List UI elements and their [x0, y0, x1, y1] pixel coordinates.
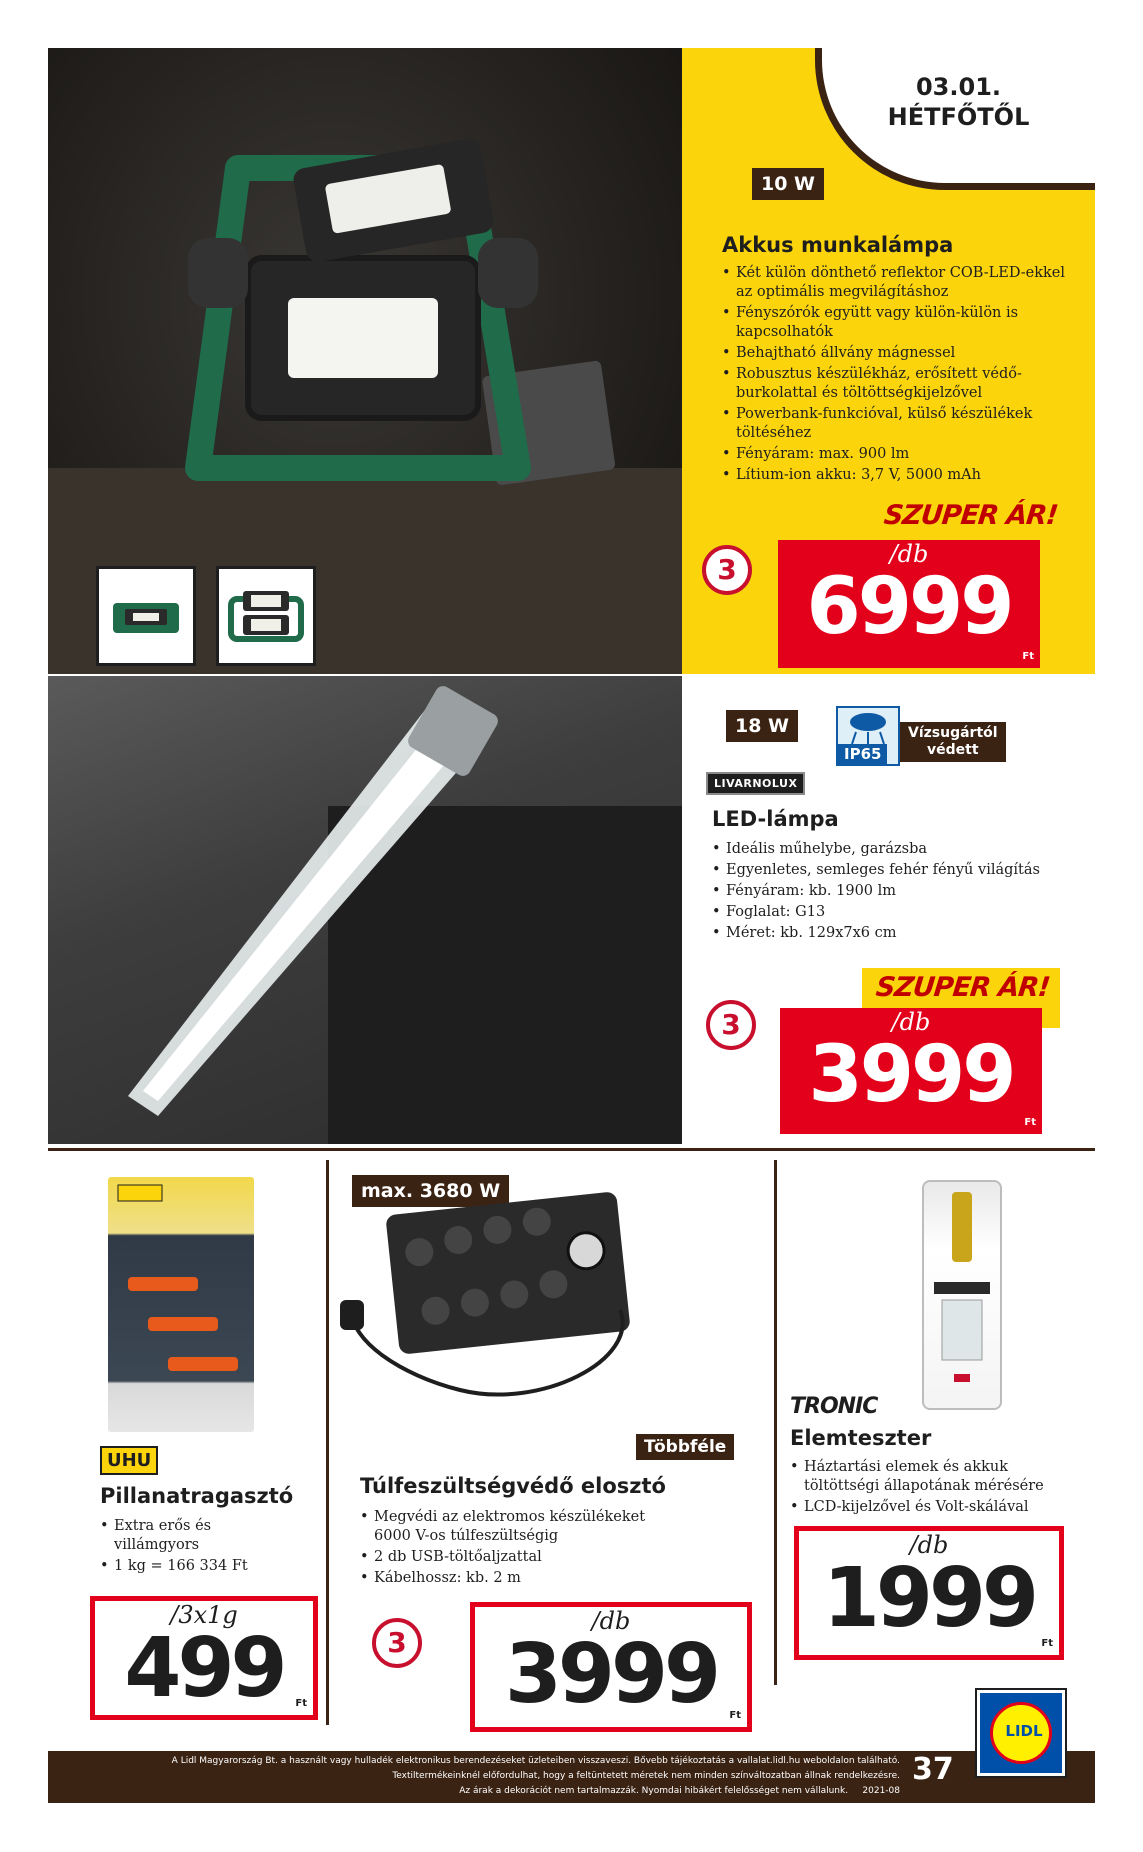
spray-tag-line-2: védett [927, 742, 979, 758]
lidl-logo-text: LIDL [1005, 1722, 1043, 1740]
spray-tag-line-1: Vízsugártól [908, 725, 998, 741]
glue-bullets [100, 1517, 280, 1578]
led-bullet: • Foglalat: G13 [712, 903, 1082, 922]
section-divider [48, 1148, 1095, 1151]
price-currency: Ft [1024, 1117, 1036, 1128]
worklight-super-price-label: SZUPER ÁR! [876, 500, 1065, 531]
glue-bullet: • 1 kg = 166 334 Ft [100, 1557, 280, 1576]
worklight-warranty-badge [702, 545, 752, 595]
led-bullets [712, 840, 1082, 945]
tester-bullets [790, 1458, 1080, 1519]
tronic-logo: TRONIC [790, 1394, 878, 1419]
battery-tester-illustration [924, 1182, 1000, 1408]
price-amount: 6999 [806, 562, 1012, 652]
livarnolux-logo: LIVARNOLUX [706, 772, 805, 795]
tester-bullet: • Háztartási elemek és akkuk töltöttségi állapotának mérésére [790, 1458, 1080, 1496]
tester-bullet: • LCD-kijelzővel és Volt-skálával [790, 1498, 1080, 1517]
led-warranty-badge [706, 1000, 756, 1050]
price-unit: /db [889, 540, 929, 568]
glue-bullet: • Extra erős és villámgyors [100, 1517, 280, 1555]
footer-line-2: Textiltermékeinknél előfordulhat, hogy a feltüntetett méretek nem minden színváltozatban állnak rendelkezésre. [392, 1771, 900, 1781]
price-unit: /db [909, 1531, 949, 1559]
glue-price-box [90, 1596, 318, 1720]
uhu-logo: UHU [100, 1446, 158, 1475]
led-bullet: • Méret: kb. 129x7x6 cm [712, 924, 1082, 943]
price-unit: /db [591, 1607, 631, 1635]
led-lamp-illustration [48, 676, 682, 1144]
warranty-years: 3 [721, 1008, 741, 1041]
water-spray-icon [838, 708, 898, 748]
powerstrip-warranty-badge [372, 1618, 422, 1668]
powerstrip-bullets [360, 1508, 660, 1590]
worklight-bullet: • Robusztus készülékház, erősített védő-burkolattal és töltöttségkijelzővel [722, 365, 1072, 403]
glue-title: Pillanatragasztó [100, 1484, 294, 1508]
page-number: 37 [912, 1752, 954, 1787]
led-super-price-label: SZUPER ÁR! [868, 972, 1057, 1003]
cable-illustration [340, 1300, 640, 1420]
powerstrip-power-tag: max. 3680 W [352, 1175, 509, 1207]
led-power-tag: 18 W [726, 710, 798, 742]
price-unit: /db [891, 1008, 931, 1036]
spray-protected-tag [900, 722, 1006, 762]
date-line-2: HÉTFŐTŐL [887, 103, 1030, 131]
powerstrip-title: Túlfeszültségvédő elosztó [360, 1474, 666, 1498]
worklight-title: Akkus munkalámpa [722, 233, 954, 257]
battery-tester-photo [922, 1180, 1002, 1410]
footer-line-1: A Lidl Magyarország Bt. a használt vagy hulladék elektronikus berendezéseket üzleteiben visszaveszi. Bővebb tájékoztatás a vallalat.lidl.hu weboldalon található. [171, 1756, 900, 1766]
powerstrip-variant-tag: Többféle [636, 1434, 734, 1460]
price-amount: 499 [124, 1621, 284, 1716]
led-lamp-photo [48, 676, 682, 1144]
worklight-bullet: • Fényszórók együtt vagy külön-külön is kapcsolhatók [722, 304, 1072, 342]
worklight-bullets [722, 264, 1072, 487]
price-amount: 1999 [822, 1551, 1036, 1646]
price-currency: Ft [295, 1698, 307, 1709]
glue-package-photo [108, 1177, 254, 1432]
column-divider-2 [774, 1160, 777, 1685]
footer-code: 2021-08 [862, 1786, 900, 1796]
powerstrip-price-box [470, 1602, 752, 1732]
lidl-logo-circle [990, 1702, 1052, 1764]
column-divider-1 [326, 1160, 329, 1725]
footer-line-3-text: Az árak a dekorációt nem tartalmazzák. Nyomdai hibákért felelősséget nem vállalunk. [459, 1786, 849, 1796]
ip65-label: IP65 [838, 744, 887, 764]
led-title: LED-lámpa [712, 807, 839, 831]
powerstrip-bullet: • Megvédi az elektromos készülékeket 6000 V-os túlfeszültségig [360, 1508, 660, 1546]
led-bullet: • Ideális műhelybe, garázsba [712, 840, 1082, 859]
powerstrip-bullet: • Kábelhossz: kb. 2 m [360, 1569, 660, 1588]
price-unit: /3x1g [170, 1601, 238, 1629]
thumbnail-double-illustration [219, 569, 313, 663]
warranty-years: 3 [717, 553, 737, 586]
tester-price-box [794, 1526, 1064, 1660]
price-currency: Ft [1022, 651, 1034, 662]
led-price-box [780, 1008, 1042, 1134]
tester-title: Elemteszter [790, 1426, 932, 1450]
led-bullet: • Fényáram: kb. 1900 lm [712, 882, 1082, 901]
lidl-logo [977, 1690, 1065, 1776]
worklight-bullet: • Két külön dönthető reflektor COB-LED-ekkel az optimális megvilágításhoz [722, 264, 1072, 302]
glue-tubes-illustration [108, 1177, 254, 1432]
led-bullet: • Egyenletes, semleges fehér fényű világítás [712, 861, 1082, 880]
worklight-bullet: • Fényáram: max. 900 lm [722, 445, 1072, 464]
worklight-power-tag: 10 W [752, 168, 824, 200]
footer-disclaimer [60, 1754, 900, 1799]
worklight-bullet: • Powerbank-funkcióval, külső készülékek töltéséhez [722, 405, 1072, 443]
worklight-bullet: • Lítium-ion akku: 3,7 V, 5000 mAh [722, 466, 1072, 485]
worklight-price-box [778, 540, 1040, 668]
price-currency: Ft [729, 1710, 741, 1721]
date-line-1: 03.01. [915, 73, 1002, 101]
warranty-years: 3 [387, 1626, 407, 1659]
thumbnail-folded-illustration [99, 569, 193, 663]
price-currency: Ft [1041, 1638, 1053, 1649]
thumbnail-double [216, 566, 316, 666]
footer-line-3 [60, 1784, 900, 1799]
powerstrip-cable [340, 1300, 640, 1420]
worklight-bullet: • Behajtható állvány mágnessel [722, 344, 1072, 363]
price-amount: 3999 [504, 1627, 718, 1722]
powerstrip-bullet: • 2 db USB-töltőaljzattal [360, 1548, 660, 1567]
thumbnail-folded [96, 566, 196, 666]
price-amount: 3999 [808, 1030, 1014, 1120]
